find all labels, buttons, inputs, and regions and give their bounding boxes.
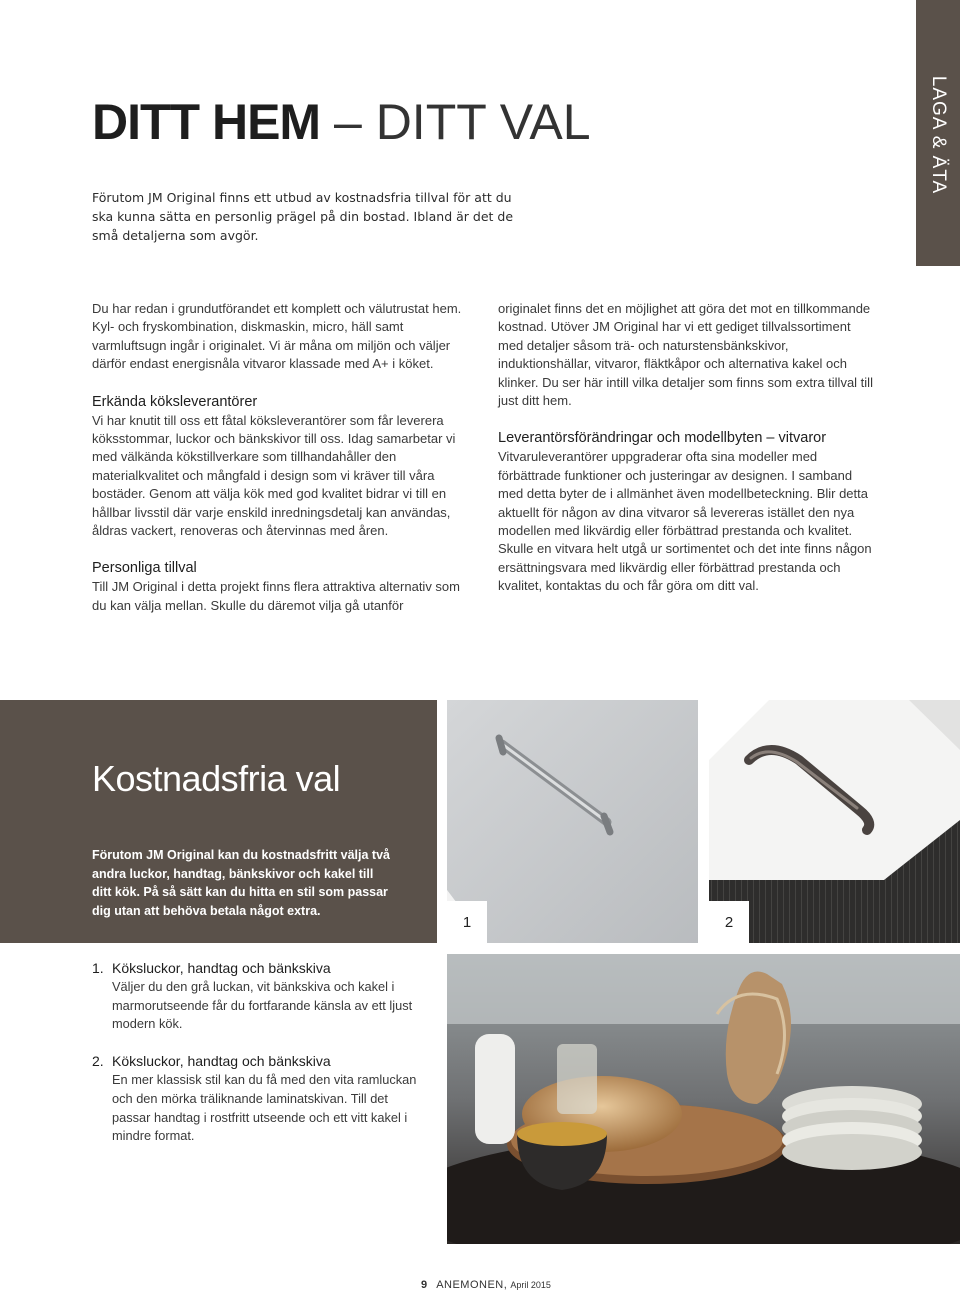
left-paragraph-2: Vi har knutit till oss ett fåtal köksleverantörer som får leverera köksstommar, luckor och bänkskivor till oss. Idag samarbetar vi med välkända kökstillverkare som tillhandahåller den materialkvalitet och mångfald i design som vi kräver till våra bostäder. Genom att välja kök med god kvalitet bidrar vi till en hållbar livsstil där varje enskild inredningsdetalj kan användas, åldras vackert, renoveras och återvinnas med åren.	[92, 412, 456, 539]
free-options-text: Förutom JM Original kan du kostnadsfritt välja två andra luckor, handtag, bänkskivor och kakel till ditt kök. På så sätt kan du hitta en stil som passar dig utan att behöva betala något extra.	[92, 848, 390, 918]
photo-grey-door-handle	[447, 700, 698, 943]
page-title-light: – DITT VAL	[334, 94, 591, 150]
list-item-heading	[92, 958, 422, 978]
free-options-box	[0, 700, 437, 943]
page-footer	[421, 1279, 551, 1291]
list-item-text: Väljer du den grå luckan, vit bänkskiva och kakel i marmorutseende får du fortfarande känsla av ett ljust modern kök.	[112, 979, 413, 1032]
left-paragraph-3: Till JM Original i detta projekt finns flera attraktiva alternativ som du kan välja mellan. Skulle du däremot vilja gå utanför	[92, 579, 460, 613]
right-column	[498, 300, 878, 614]
kitchen-table-illustration	[447, 954, 960, 1244]
list-item-number: 2.	[92, 1053, 104, 1070]
photo-kitchen-table	[447, 954, 960, 1244]
section-tab	[916, 0, 960, 266]
list-item	[92, 958, 422, 1034]
page-title-bold: DITT HEM	[92, 94, 321, 150]
free-options-heading: Kostnadsfria val	[92, 758, 341, 799]
page-number: 9	[421, 1279, 428, 1291]
heading-kitchen-suppliers: Erkända köksleverantörer	[92, 393, 258, 410]
photo-label-2: 2	[709, 901, 749, 943]
right-paragraph-1: originalet finns det en möjlighet att göra det mot en tillkommande kostnad. Utöver JM Original har vi ett gediget tillvalssortiment med detaljer såsom trä- och naturstensbänkskivor, induktionshällar, vitvaror, fläktkåpor och alternativa kakel och klinker. Du ser här intill vilka detaljer som finns som extra tillval till just ditt hem.	[498, 301, 873, 409]
left-paragraph-1: Du har redan i grundutförandet ett komplett och välutrustat hem. Kyl- och fryskombination, diskmaskin, micro, häll samt varmluftsugn ingår i originalet. Vi är måna om miljön och väljer därför endast energisnåla vitvaror klassade med A+ i köket.	[92, 301, 462, 372]
left-column	[92, 300, 472, 633]
intro-text: Förutom JM Original finns ett utbud av kostnadsfria tillval för att du ska kunna sätta en personlig prägel på din bostad. Ibland är det de små detaljerna som avgör.	[92, 190, 514, 243]
list-item-heading	[92, 1051, 422, 1071]
options-list	[92, 958, 422, 1163]
right-paragraph-2: Vitvaruleverantörer uppgraderar ofta sina modeller med förbättrade funktioner och justeringar av designen. I samband med detta byter de i allmänhet även modellbeteckning. Blir detta aktuellt för någon av dina vitvaror så levereras istället den nya modellen med likvärdig eller förbättrad prestanda och kvalitet. Skulle en vitvara helt utgå ur sortimentet och det inte finns någon ersättningsvara med likvärdig eller förbättrad prestanda och kvalitet, kontaktas du och får göra om ditt val.	[498, 449, 872, 594]
section-tab-label: LAGA & ÄTA	[928, 75, 949, 195]
photo-white-door-handle	[709, 700, 960, 943]
list-item-number: 1.	[92, 960, 104, 976]
list-item-text: En mer klassisk stil kan du få med den vita ramluckan och den mörka träliknande laminatskivan. Till det passar handtag i rostfritt utseende och ett vitt kakel i mindre format.	[112, 1072, 417, 1144]
heading-supplier-changes: Leverantörsförändringar och modellbyten – vitvaror	[498, 430, 827, 447]
page-title	[92, 92, 591, 152]
list-item-title: Köksluckor, handtag och bänkskiva	[112, 960, 331, 976]
issue-date: April 2015	[510, 1280, 551, 1290]
list-item-title: Köksluckor, handtag och bänkskiva	[112, 1053, 331, 1070]
photo-label-1: 1	[447, 901, 487, 943]
list-item	[92, 1051, 422, 1146]
heading-personal-options: Personliga tillval	[92, 560, 197, 577]
magazine-name: ANEMONEN,	[436, 1279, 508, 1291]
